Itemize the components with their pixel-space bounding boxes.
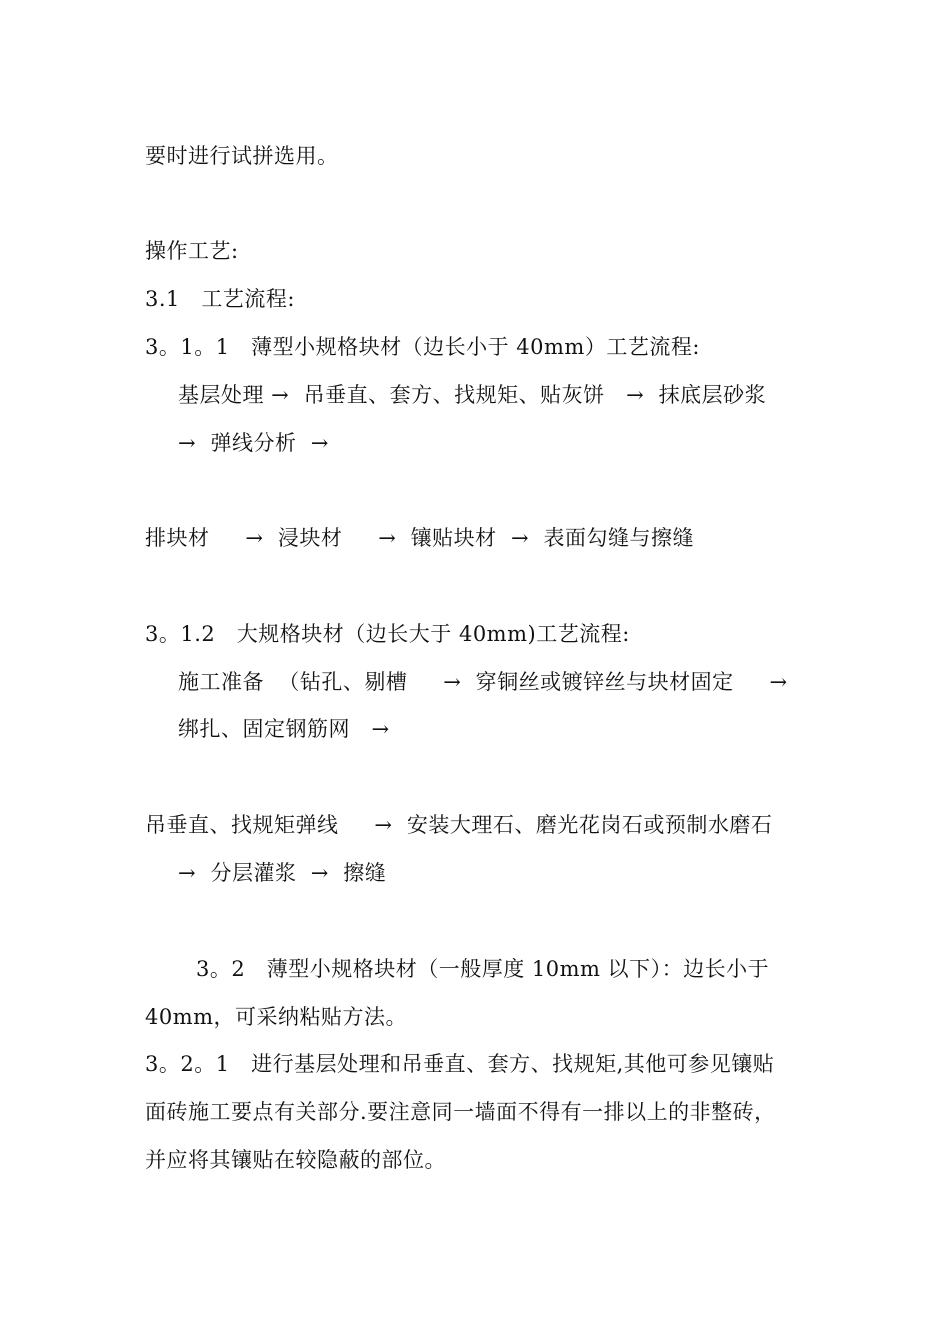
section-heading: 操作工艺: bbox=[145, 239, 239, 263]
text-line: 要时进行试拼选用。 bbox=[145, 144, 339, 168]
paragraph-line: 并应将其镶贴在较隐蔽的部位。 bbox=[145, 1148, 446, 1172]
subsection-heading: 3。1。1 薄型小规格块材（边长小于 40mm）工艺流程: bbox=[145, 335, 700, 359]
paragraph-line: 40mm，可采纳粘贴方法。 bbox=[145, 1005, 408, 1029]
process-flow-line: 施工准备 （钻孔、剔槽 → 穿铜丝或镀锌丝与块材固定 → bbox=[178, 670, 788, 694]
process-flow-line: 绑扎、固定钢筋网 → bbox=[178, 717, 390, 741]
process-flow-line: 基层处理 → 吊垂直、套方、找规矩、贴灰饼 → 抹底层砂浆 bbox=[178, 383, 767, 407]
subsection-heading: 3。1.2 大规格块材（边长大于 40mm)工艺流程: bbox=[145, 622, 630, 646]
paragraph-line: 面砖施工要点有关部分.要注意同一墙面不得有一排以上的非整砖， bbox=[145, 1100, 776, 1124]
process-flow-line: 排块材 → 浸块材 → 镶贴块材 → 表面勾缝与擦缝 bbox=[145, 526, 694, 550]
process-flow-line: → 分层灌浆 → 擦缝 bbox=[178, 861, 387, 885]
paragraph-line: 3。2。1 进行基层处理和吊垂直、套方、找规矩,其他可参见镶贴 bbox=[145, 1052, 775, 1076]
process-flow-line: → 弹线分析 → bbox=[178, 431, 329, 455]
process-flow-line: 吊垂直、找规矩弹线 → 安装大理石、磨光花岗石或预制水磨石 bbox=[145, 813, 773, 837]
section-heading: 3.1 工艺流程: bbox=[145, 287, 295, 311]
paragraph-line: 3。2 薄型小规格块材（一般厚度 10mm 以下）：边长小于 bbox=[196, 957, 770, 981]
